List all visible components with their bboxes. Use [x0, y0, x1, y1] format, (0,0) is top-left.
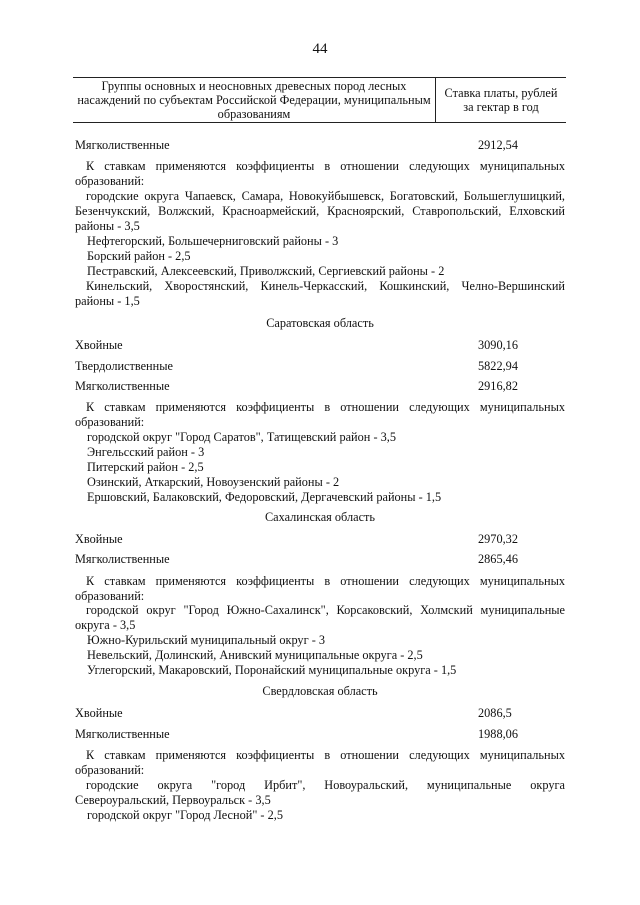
- species-group-label: Мягколиственные: [75, 379, 170, 393]
- rate-row-coniferous: [75, 531, 565, 547]
- rate-value: 2970,32: [478, 532, 518, 546]
- rate-value: 3090,16: [478, 338, 518, 352]
- coefficient-paragraph: городские округа Чапаевск, Самара, Новокуйбышевск, Богатовский, Большеглушицкий, Безенчукский, Волжский, Красноармейский, Красноярский, Ставропольский, Елховский районы - 3,5: [75, 189, 565, 234]
- coefficient-paragraph: Кинельский, Хворостянский, Кинель-Черкасский, Кошкинский, Челно-Вершинский районы - 1,5: [75, 279, 565, 309]
- rate-value: 2086,5: [478, 706, 512, 720]
- rate-value: 2865,46: [478, 552, 518, 566]
- rate-row-coniferous: [75, 705, 565, 721]
- rate-row-softwood: [75, 378, 565, 394]
- species-group-label: Хвойные: [75, 338, 123, 352]
- species-group-label: Хвойные: [75, 532, 123, 546]
- coefficient-intro: К ставкам применяются коэффициенты в отношении следующих муниципальных образований:: [75, 574, 565, 604]
- coefficient-paragraph: городские округа "город Ирбит", Новоуральский, муниципальные округа Североуральский, Первоуральск - 3,5: [75, 778, 565, 808]
- rate-row-coniferous: [75, 337, 565, 353]
- coefficient-paragraph: городской округ "Город Южно-Сахалинск", Корсаковский, Холмский муниципальные округа - 3,5: [75, 603, 565, 633]
- species-group-label: Мягколиственные: [75, 727, 170, 741]
- species-group-label: Мягколиственные: [75, 138, 170, 152]
- region-title-sakhalin: Сахалинская область: [264, 510, 376, 524]
- rate-row-softwood: [75, 726, 565, 742]
- region-title-sverdlovsk: Свердловская область: [262, 684, 378, 698]
- coefficient-line: Ершовский, Балаковский, Федоровский, Дергачевский районы - 1,5: [87, 490, 442, 504]
- rate-value: 1988,06: [478, 727, 518, 741]
- coefficient-line: Углегорский, Макаровский, Поронайский муниципальные округа - 1,5: [87, 663, 457, 677]
- table-header: [73, 77, 566, 123]
- coefficient-line: городской округ "Город Лесной" - 2,5: [87, 808, 283, 822]
- species-group-label: Хвойные: [75, 706, 123, 720]
- species-group-label: Мягколиственные: [75, 552, 170, 566]
- coefficient-intro: К ставкам применяются коэффициенты в отношении следующих муниципальных образований:: [75, 400, 565, 430]
- coefficient-intro: К ставкам применяются коэффициенты в отношении следующих муниципальных образований:: [75, 159, 565, 189]
- coefficient-line: Пестравский, Алексеевский, Приволжский, Сергиевский районы - 2: [87, 264, 445, 278]
- coefficient-line: Озинский, Аткарский, Новоузенский районы - 2: [87, 475, 340, 489]
- region-title-saratov: Саратовская область: [266, 316, 374, 330]
- rate-row-softwood: [75, 551, 565, 567]
- page-number: 44: [312, 41, 328, 57]
- coefficient-line: городской округ "Город Саратов", Татищевский район - 3,5: [87, 430, 396, 444]
- coefficient-line: Невельский, Долинский, Анивский муниципальные округа - 2,5: [87, 648, 423, 662]
- rate-value: 2916,82: [478, 379, 518, 393]
- rate-row-hardwood: [75, 358, 565, 374]
- coefficient-line: Борский район - 2,5: [87, 249, 191, 263]
- coefficient-line: Южно-Курильский муниципальный округ - 3: [87, 633, 326, 647]
- header-groups-column: Группы основных и неосновных древесных пород лесных насаждений по субъектам Российской Федерации, муниципальным образованиям: [73, 78, 436, 122]
- coefficient-intro: К ставкам применяются коэффициенты в отношении следующих муниципальных образований:: [75, 748, 565, 778]
- rate-value: 2912,54: [478, 138, 518, 152]
- species-group-label: Твердолиственные: [75, 359, 173, 373]
- coefficient-line: Энгельсский район - 3: [87, 445, 205, 459]
- header-rate-column: Ставка платы, рублей за гектар в год: [444, 86, 558, 114]
- rate-row-softwood: [75, 137, 565, 153]
- rate-value: 5822,94: [478, 359, 518, 373]
- coefficient-line: Нефтегорский, Большечерниговский районы - 3: [87, 234, 339, 248]
- coefficient-line: Питерский район - 2,5: [87, 460, 204, 474]
